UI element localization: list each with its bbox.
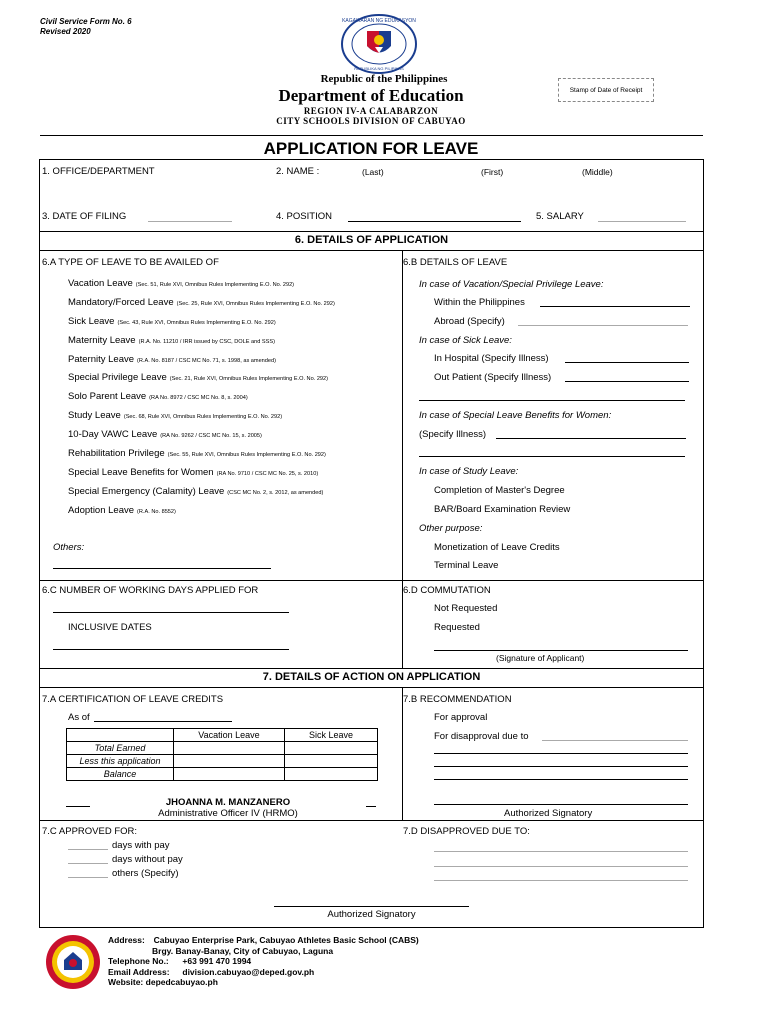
seal-bottom-text: REPUBLIKA NG PILIPINAS bbox=[354, 66, 404, 71]
website-row bbox=[108, 977, 419, 988]
leave-type-option[interactable] bbox=[68, 335, 400, 354]
row-label-less-this-application: Less this application bbox=[67, 755, 174, 768]
table-row bbox=[67, 768, 378, 781]
days-without-pay-field[interactable] bbox=[68, 863, 108, 864]
authorized-signatory-label: Authorized Signatory bbox=[504, 808, 593, 819]
table-header-cell: Vacation Leave bbox=[174, 729, 285, 742]
address-row-2 bbox=[108, 946, 419, 957]
vacation-balance-cell[interactable] bbox=[174, 768, 285, 781]
date-filing-label: 3. DATE OF FILING bbox=[42, 211, 127, 222]
form-no-text: Civil Service Form No. 6 bbox=[40, 17, 132, 26]
table-header-cell bbox=[67, 729, 174, 742]
leave-type-name: Solo Parent Leave bbox=[68, 391, 147, 403]
leave-type-reference: (RA No. 9262 / CSC MC No. 15, s. 2005) bbox=[160, 433, 262, 440]
disapproved-reason-line-3[interactable] bbox=[434, 880, 688, 881]
others-field[interactable] bbox=[53, 568, 271, 569]
leave-type-reference: (Sec. 25, Rule XVI, Omnibus Rules Implementing E.O. No. 292) bbox=[176, 300, 335, 307]
position-label: 4. POSITION bbox=[276, 211, 332, 222]
officer-line-right bbox=[366, 806, 376, 807]
leave-type-option[interactable] bbox=[68, 278, 400, 297]
leave-type-option[interactable] bbox=[68, 467, 400, 486]
address-label: Address: bbox=[108, 935, 145, 945]
salary-field[interactable] bbox=[598, 221, 686, 222]
leave-type-name: Mandatory/Forced Leave bbox=[68, 296, 174, 308]
section-7c-title: 7.C APPROVED FOR: bbox=[42, 826, 138, 837]
table-row bbox=[67, 742, 378, 755]
women-specify-field[interactable] bbox=[496, 438, 686, 439]
section6-heading: 6. DETAILS OF APPLICATION bbox=[294, 234, 449, 246]
sick-heading: In case of Sick Leave: bbox=[419, 335, 512, 346]
abroad-field[interactable] bbox=[518, 325, 688, 326]
form-number bbox=[40, 17, 132, 37]
deped-seal-logo bbox=[339, 13, 419, 75]
final-signature-line[interactable] bbox=[274, 906, 469, 907]
monetization-option[interactable]: Monetization of Leave Credits bbox=[434, 542, 560, 553]
sec7-heading-line bbox=[39, 687, 704, 688]
telephone-row bbox=[108, 956, 419, 967]
office-label: 1. OFFICE/DEPARTMENT bbox=[42, 166, 155, 177]
sick-extra-field[interactable] bbox=[419, 400, 685, 401]
days-with-pay-field[interactable] bbox=[68, 849, 108, 850]
vacation-heading: In case of Vacation/Special Privilege Leave: bbox=[419, 279, 604, 290]
leave-type-option[interactable] bbox=[68, 429, 400, 448]
header-divider bbox=[40, 135, 703, 136]
officer-title: Administrative Officer IV (HRMO) bbox=[158, 808, 298, 819]
sec6-heading-line bbox=[39, 250, 704, 251]
name-label: 2. NAME : bbox=[276, 166, 320, 177]
out-patient-option[interactable]: Out Patient (Specify Illness) bbox=[434, 372, 552, 383]
section-6c-title: 6.C NUMBER OF WORKING DAYS APPLIED FOR bbox=[42, 585, 259, 596]
leave-type-name: Paternity Leave bbox=[68, 353, 135, 365]
email-value[interactable]: division.cabuyao@deped.gov.ph bbox=[182, 966, 315, 977]
section7-heading: 7. DETAILS OF ACTION ON APPLICATION bbox=[262, 671, 481, 683]
leave-type-reference: (Sec. 55, Rule XVI, Omnibus Rules Implementing E.O. No. 292) bbox=[167, 452, 326, 459]
days-without-pay-label: days without pay bbox=[112, 854, 183, 865]
row-label-balance: Balance bbox=[67, 768, 174, 781]
women-heading: In case of Special Leave Benefits for Women: bbox=[419, 410, 612, 421]
region-text: REGION IV-A CALABARZON bbox=[303, 106, 439, 116]
section-7b-title: 7.B RECOMMENDATION bbox=[403, 694, 512, 705]
sick-less-cell[interactable] bbox=[285, 755, 378, 768]
requested-option[interactable]: Requested bbox=[434, 622, 480, 633]
disapproval-line-3[interactable] bbox=[434, 779, 688, 780]
leave-type-reference: (Sec. 43, Rule XVI, Omnibus Rules Implementing E.O. No. 292) bbox=[117, 319, 276, 326]
leave-type-name: Rehabilitation Privilege bbox=[68, 448, 165, 460]
section-7d-title: 7.D DISAPPROVED DUE TO: bbox=[403, 826, 530, 837]
officer-name: JHOANNA M. MANZANERO bbox=[165, 797, 291, 808]
leave-type-list bbox=[68, 278, 400, 524]
sec7-divider bbox=[402, 687, 403, 820]
final-signatory-label: Authorized Signatory bbox=[327, 909, 416, 920]
address-line1: Cabuyao Enterprise Park, Cabuyao Athletes Basic School (CABS) bbox=[153, 935, 419, 945]
leave-type-option[interactable] bbox=[68, 372, 400, 391]
leave-type-reference: (RA No. 9710 / CSC MC No. 25, s. 2010) bbox=[216, 470, 319, 477]
first-name-label: (First) bbox=[481, 167, 504, 177]
vacation-total-earned-cell[interactable] bbox=[174, 742, 285, 755]
leave-type-reference: (R.A. No. 11210 / IRR issued by CSC, DOLE and SSS) bbox=[138, 338, 275, 345]
section-6d-title: 6.D COMMUTATION bbox=[403, 585, 491, 596]
table-row bbox=[67, 729, 378, 742]
leave-type-name: Sick Leave bbox=[68, 315, 115, 327]
row-label-total-earned: Total Earned bbox=[67, 742, 174, 755]
sec6-cd-line bbox=[39, 580, 704, 581]
stamp-label: Stamp of Date of Receipt bbox=[569, 86, 643, 94]
section-6a-title: 6.A TYPE OF LEAVE TO BE AVAILED OF bbox=[42, 257, 219, 268]
telephone-value: +63 991 470 1994 bbox=[182, 956, 252, 966]
leave-type-option[interactable] bbox=[68, 410, 400, 429]
leave-type-reference: (CSC MC No. 2, s. 2012, as amended) bbox=[227, 489, 324, 496]
as-of-label: As of bbox=[68, 712, 90, 723]
not-requested-option[interactable]: Not Requested bbox=[434, 603, 498, 614]
table-header-cell: Sick Leave bbox=[285, 729, 378, 742]
leave-type-name: Adoption Leave bbox=[68, 504, 135, 516]
position-field[interactable] bbox=[348, 221, 521, 222]
website-label: Website: bbox=[108, 977, 144, 987]
leave-type-reference: (R.A. No. 8187 / CSC MC No. 71, s. 1998, as amended) bbox=[137, 357, 276, 364]
abroad-option[interactable]: Abroad (Specify) bbox=[434, 316, 505, 327]
vacation-less-cell[interactable] bbox=[174, 755, 285, 768]
leave-type-name: Maternity Leave bbox=[68, 334, 136, 346]
leave-type-option[interactable] bbox=[68, 297, 400, 316]
middle-name-label: (Middle) bbox=[582, 167, 613, 177]
leave-type-option[interactable] bbox=[68, 505, 400, 524]
inclusive-dates-field[interactable] bbox=[53, 649, 289, 650]
department-text: Department of Education bbox=[278, 86, 464, 105]
as-of-field[interactable] bbox=[94, 721, 232, 722]
in-hospital-option[interactable]: In Hospital (Specify Illness) bbox=[434, 353, 549, 364]
leave-credits-table bbox=[66, 728, 378, 781]
leave-type-name: Special Leave Benefits for Women bbox=[68, 466, 214, 478]
email-row bbox=[108, 967, 419, 978]
table-row bbox=[67, 755, 378, 768]
leave-type-reference: (R.A. No. 8552) bbox=[137, 508, 176, 515]
disapproved-reason-line-1[interactable] bbox=[434, 851, 688, 852]
leave-type-reference: (RA No. 8972 / CSC MC No. 8, s. 2004) bbox=[149, 395, 248, 402]
section-7a-title: 7.A CERTIFICATION OF LEAVE CREDITS bbox=[42, 694, 224, 705]
section-6b-title: 6.B DETAILS OF LEAVE bbox=[403, 257, 508, 268]
others-specify-label: others (Specify) bbox=[112, 868, 179, 879]
date-filing-field[interactable] bbox=[148, 221, 232, 222]
stamp-box bbox=[558, 78, 654, 102]
sec7-top-line bbox=[39, 668, 704, 669]
revised-text: Revised 2020 bbox=[40, 27, 91, 36]
bar-review-option[interactable]: BAR/Board Examination Review bbox=[434, 504, 571, 515]
disapproval-line-1[interactable] bbox=[434, 753, 688, 754]
disapproval-line-2[interactable] bbox=[434, 766, 688, 767]
within-philippines-field[interactable] bbox=[540, 306, 690, 307]
footer-contact bbox=[108, 935, 419, 988]
email-label: Email Address: bbox=[108, 966, 170, 977]
terminal-leave-option[interactable]: Terminal Leave bbox=[434, 560, 499, 571]
women-specify-label: (Specify Illness) bbox=[419, 429, 487, 440]
others-specify-field[interactable] bbox=[68, 877, 108, 878]
masters-option[interactable]: Completion of Master's Degree bbox=[434, 485, 565, 496]
leave-type-name: Study Leave bbox=[68, 410, 121, 422]
study-heading: In case of Study Leave: bbox=[419, 466, 519, 477]
last-name-label: (Last) bbox=[362, 167, 384, 177]
leave-type-reference: (Sec. 51, Rule XVI, Omnibus Rules Implementing E.O. No. 292) bbox=[135, 282, 295, 288]
sick-total-earned-cell[interactable] bbox=[285, 742, 378, 755]
division-text: CITY SCHOOLS DIVISION OF CABUYAO bbox=[276, 116, 466, 126]
leave-type-name: 10-Day VAWC Leave bbox=[68, 429, 158, 441]
out-patient-field[interactable] bbox=[565, 381, 689, 382]
recommendation-signature-line[interactable] bbox=[434, 804, 688, 805]
leave-type-option[interactable] bbox=[68, 391, 400, 410]
website-value[interactable]: depedcabuyao.ph bbox=[145, 977, 218, 987]
sec7-cd-line bbox=[39, 820, 704, 821]
disapproved-reason-line-2[interactable] bbox=[434, 866, 688, 867]
leave-type-name: Special Privilege Leave bbox=[68, 372, 167, 384]
leave-type-reference: (Sec. 21, Rule XVI, Omnibus Rules Implementing E.O. No. 292) bbox=[169, 376, 329, 383]
leave-type-name: Vacation Leave bbox=[68, 278, 133, 289]
salary-label: 5. SALARY bbox=[536, 211, 584, 222]
disapproval-reason-field[interactable] bbox=[542, 740, 688, 741]
signature-applicant-label: (Signature of Applicant) bbox=[496, 653, 585, 663]
applicant-signature-line[interactable] bbox=[434, 650, 688, 651]
leave-type-option[interactable] bbox=[68, 448, 400, 467]
others-label: Others: bbox=[53, 542, 85, 553]
telephone-label: Telephone No.: bbox=[108, 956, 169, 966]
officer-line-left bbox=[66, 806, 90, 807]
working-days-field[interactable] bbox=[53, 612, 289, 613]
address-line2: Brgy. Banay-Banay, City of Cabuyao, Laguna bbox=[152, 945, 334, 956]
form-title: APPLICATION FOR LEAVE bbox=[263, 139, 479, 158]
leave-type-reference: (Sec. 68, Rule XVI, Omnibus Rules Implementing E.O. No. 292) bbox=[123, 414, 283, 421]
leave-type-name: Special Emergency (Calamity) Leave bbox=[68, 485, 225, 497]
republic-text: Republic of the Philippines bbox=[320, 73, 448, 85]
in-hospital-field[interactable] bbox=[565, 362, 689, 363]
leave-type-option[interactable] bbox=[68, 486, 400, 505]
sick-balance-cell[interactable] bbox=[285, 768, 378, 781]
days-with-pay-label: days with pay bbox=[112, 840, 170, 851]
sec6-top-line bbox=[39, 231, 704, 232]
sec6-divider bbox=[402, 250, 403, 668]
women-extra-field[interactable] bbox=[419, 456, 685, 457]
for-disapproval-option[interactable]: For disapproval due to bbox=[434, 731, 529, 742]
other-purpose-heading: Other purpose: bbox=[419, 523, 483, 534]
for-approval-option[interactable]: For approval bbox=[434, 712, 488, 723]
within-philippines-option[interactable]: Within the Philippines bbox=[434, 297, 525, 308]
leave-type-option[interactable] bbox=[68, 354, 400, 373]
leave-type-option[interactable] bbox=[68, 316, 400, 335]
seal-top-text: KAGAWARAN NG EDUKASYON bbox=[342, 18, 416, 24]
division-seal-logo bbox=[44, 934, 102, 990]
inclusive-dates-label: INCLUSIVE DATES bbox=[68, 622, 152, 633]
address-row bbox=[108, 935, 419, 946]
